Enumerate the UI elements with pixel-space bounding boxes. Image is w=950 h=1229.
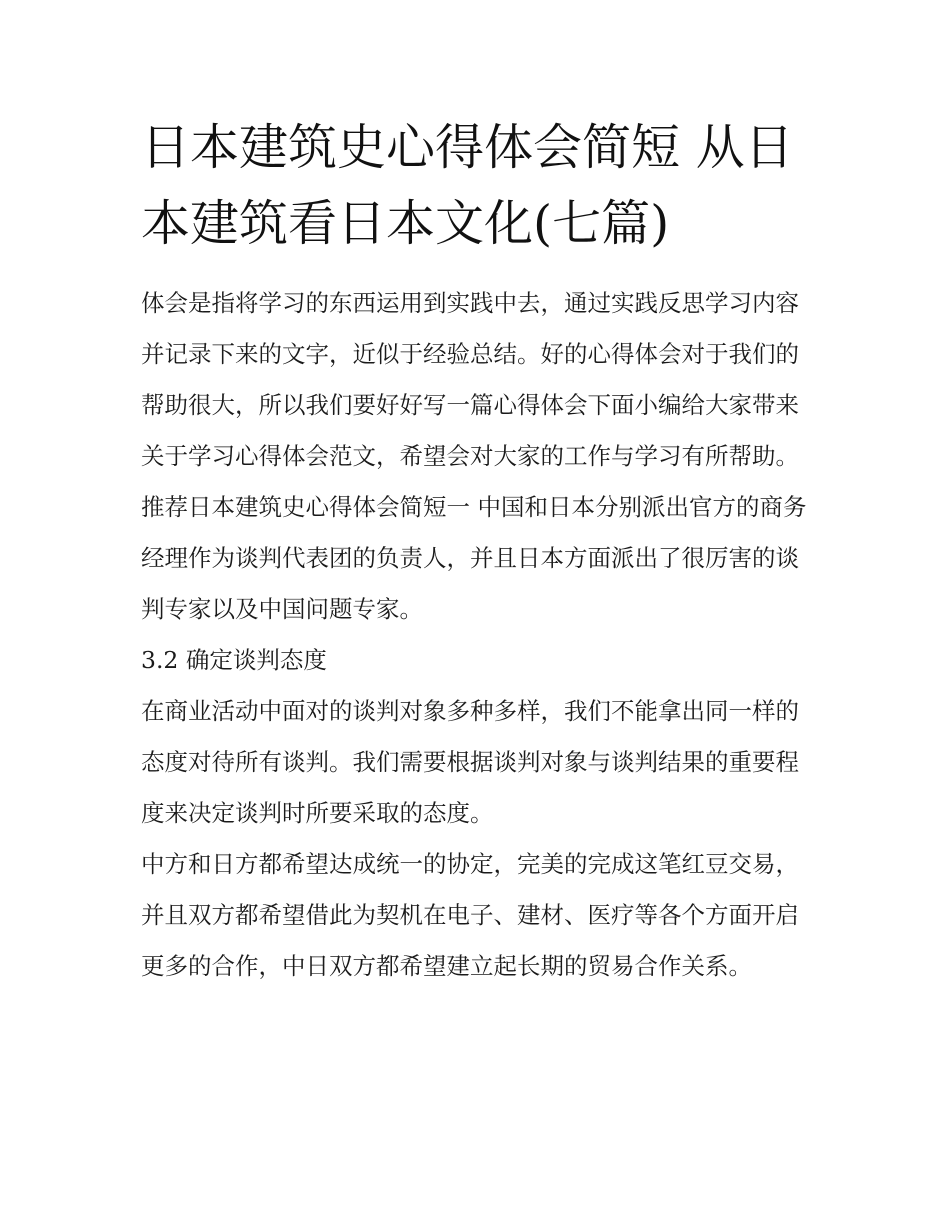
paragraph-recommendation: 推荐日本建筑史心得体会简短一 中国和日本分别派出官方的商务经理作为谈判代表团的负责人，并且日本方面派出了很厉害的谈判专家以及中国问题专家。 (141, 493, 807, 623)
paragraph-cooperation: 中方和日方都希望达成统一的协定，完美的完成这笔红豆交易，并且双方都希望借此为契机在电子、建材、医疗等各个方面开启更多的合作，中日双方都希望建立起长期的贸易合作关系。 (141, 850, 799, 980)
document-page (141, 110, 813, 992)
section-heading: 3.2 确定谈判态度 (141, 646, 327, 674)
document-body (141, 278, 813, 992)
paragraph-attitude: 在商业活动中面对的谈判对象多种多样，我们不能拿出同一样的态度对待所有谈判。我们需要根据谈判对象与谈判结果的重要程度来决定谈判时所要采取的态度。 (141, 697, 799, 827)
document-title: 日本建筑史心得体会简短 从日本建筑看日本文化(七篇) (141, 119, 794, 252)
paragraph-intro: 体会是指将学习的东西运用到实践中去，通过实践反思学习内容并记录下来的文字，近似于经验总结。好的心得体会对于我们的帮助很大，所以我们要好好写一篇心得体会下面小编给大家带来关于学习心得体会范文，希望会对大家的工作与学习有所帮助。 (141, 289, 799, 470)
